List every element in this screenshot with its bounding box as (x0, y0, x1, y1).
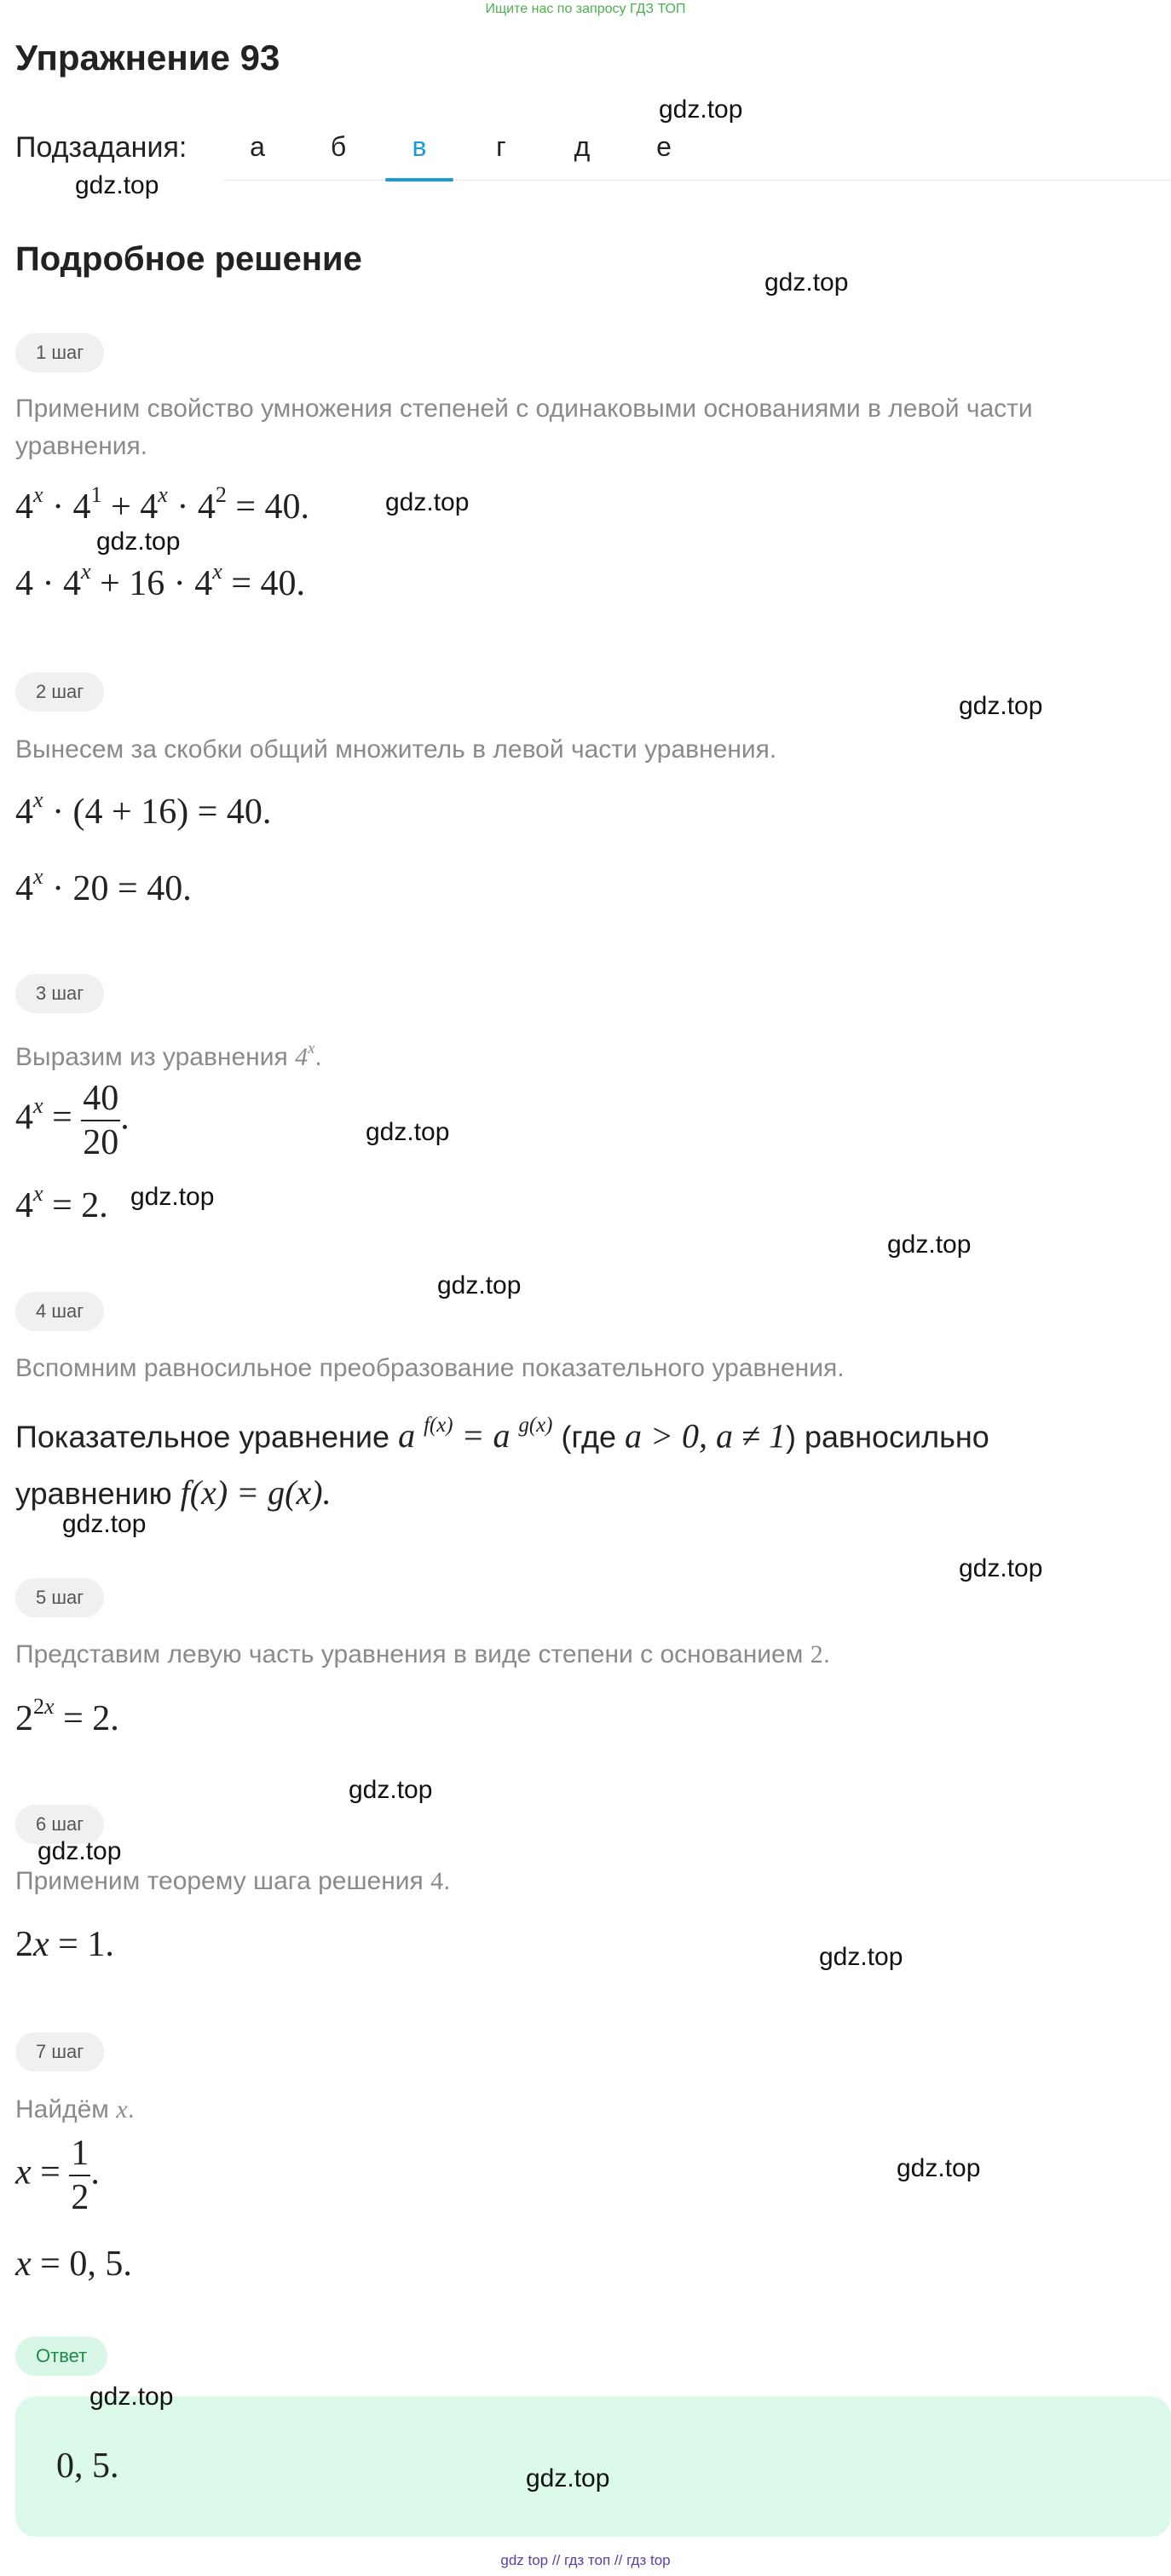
step-2-equation-2: $4^x \cdot 20 = 40$. (15, 864, 192, 908)
fraction-numerator: 40 (81, 1077, 120, 1121)
step-2-equation-1: $4^x \cdot (4 + 16) = 40$. (15, 787, 272, 832)
step-7-text-math: x (116, 2095, 128, 2124)
watermark: gdz.top (959, 692, 1043, 720)
top-banner: Ищите нас по запросу ГДЗ ТОП (485, 2, 686, 16)
step-7-text: Найдём (15, 2095, 109, 2124)
tab-d[interactable]: д (574, 131, 591, 162)
watermark: gdz.top (89, 2383, 174, 2411)
step-6-equation-1: 2x = 1. (15, 1925, 114, 1964)
step-1-equation-1: $4^x \cdot 4^1 + 4^x \cdot 4^2 = 40$. (15, 482, 310, 527)
watermark: gdz.top (959, 1554, 1043, 1582)
step-7-equation-2: x = 0, 5. (15, 2245, 132, 2284)
tab-g[interactable]: г (496, 131, 506, 162)
active-tab-indicator (385, 178, 453, 182)
step-5-badge: 5 шаг (15, 1578, 104, 1617)
page-title: Упражнение 93 (15, 37, 280, 78)
fraction-denominator: 2 (71, 2178, 89, 2217)
watermark: gdz.top (349, 1776, 433, 1804)
fraction-denominator: 20 (83, 1123, 119, 1162)
step-4-rule-part-3: ) равносильно (785, 1419, 989, 1455)
step-5-text: Представим левую часть уравнения в виде степени с основанием (15, 1640, 804, 1668)
step-4-badge: 4 шаг (15, 1292, 104, 1331)
watermark: gdz.top (887, 1230, 972, 1259)
step-1-equation-2: $4 \cdot 4^x + 16 \cdot 4^x = 40$. (15, 559, 305, 603)
step-6-badge: 6 шаг (15, 1805, 104, 1844)
step-5-equation-1: $2^{2x} = 2$. (15, 1694, 119, 1738)
footer (0, 2552, 1171, 2569)
step-3-text-row: Выразим из уравнения 4$^x$. (15, 1040, 322, 1071)
step-3-badge: 3 шаг (15, 974, 104, 1013)
step-4-rule-part-2: (где (561, 1419, 616, 1455)
step-1-text: Применим свойство умножения степеней с одинаковыми основаниями в левой части уравнения. (15, 395, 1033, 460)
step-3-text: Выразим из уравнения (15, 1043, 288, 1071)
step-5-text-math: 2 (810, 1640, 823, 1668)
watermark: gdz.top (897, 2154, 981, 2182)
footer-link[interactable]: гдз топ (564, 2552, 611, 2568)
step-2-badge: 2 шаг (15, 672, 104, 712)
footer-link[interactable]: gdz top (500, 2552, 549, 2568)
tab-b[interactable]: б (330, 131, 347, 162)
step-4-rule-part-4: уравнению (15, 1476, 172, 1511)
step-3-text-math: 4$^x$ (295, 1040, 315, 1071)
answer-badge: Ответ (15, 2337, 107, 2376)
answer-value: 0, 5. (56, 2446, 119, 2486)
watermark: gdz.top (385, 488, 470, 516)
watermark: gdz.top (764, 268, 849, 297)
step-6-text-row: Применим теорему шага решения 4. (15, 1867, 451, 1895)
step-7-badge: 7 шаг (15, 2032, 104, 2072)
fraction (81, 1077, 120, 1164)
tab-v[interactable]: в (412, 131, 427, 162)
step-3-equation-2: $4^x = 2$. (15, 1181, 108, 1225)
watermark: gdz.top (62, 1510, 147, 1538)
step-1-badge: 1 шаг (15, 333, 104, 372)
section-title: Подробное решение (15, 240, 362, 278)
tabs-divider (223, 180, 1171, 181)
watermark: gdz.top (366, 1118, 450, 1146)
step-4-rule-line-2 (15, 1472, 1149, 1515)
subtasks-label: Подзадания: (15, 131, 187, 164)
step-6-text: Применим теорему шага решения (15, 1867, 424, 1895)
watermark: gdz.top (659, 95, 743, 124)
footer-separator: // (614, 2552, 623, 2568)
watermark: gdz.top (437, 1271, 522, 1300)
step-4-rule-line-1 (15, 1408, 1149, 1458)
tab-a[interactable]: а (250, 131, 265, 162)
watermark: gdz.top (96, 527, 181, 556)
step-7-text-row: Найдём x. (15, 2095, 135, 2124)
watermark: gdz.top (526, 2464, 610, 2492)
step-4-rule-math-3: f(x) = g(x). (180, 1473, 332, 1512)
watermark: gdz.top (75, 171, 159, 199)
step-7-equation-1: x = $\frac{1}{2}$ . (15, 2134, 100, 2217)
tab-e[interactable]: е (656, 131, 672, 162)
step-4-rule-part-1: Показательное уравнение (15, 1419, 390, 1455)
step-6-text-math: 4 (430, 1867, 444, 1895)
step-5-text-row: Представим левую часть уравнения в виде степени с основанием 2. (15, 1640, 831, 1668)
step-4-rule-math-2: a > 0, a ≠ 1 (625, 1416, 786, 1455)
watermark: gdz.top (130, 1183, 215, 1211)
watermark: gdz.top (819, 1943, 903, 1971)
step-4-text: Вспомним равносильное преобразование показательного уравнения. (15, 1354, 845, 1382)
step-2-text: Вынесем за скобки общий множитель в левой части уравнения. (15, 735, 777, 764)
watermark: gdz.top (37, 1837, 122, 1865)
step-4-rule-math-1: a $^{f(x)}$ = a $^{g(x)}$ (398, 1414, 553, 1455)
step-3-equation-1: $4^x$ = $\frac{40}{20}$ . (15, 1079, 130, 1162)
footer-separator: // (551, 2552, 561, 2568)
fraction-numerator: 1 (69, 2132, 90, 2176)
footer-link[interactable]: гдз top (626, 2552, 671, 2568)
fraction (69, 2132, 90, 2219)
